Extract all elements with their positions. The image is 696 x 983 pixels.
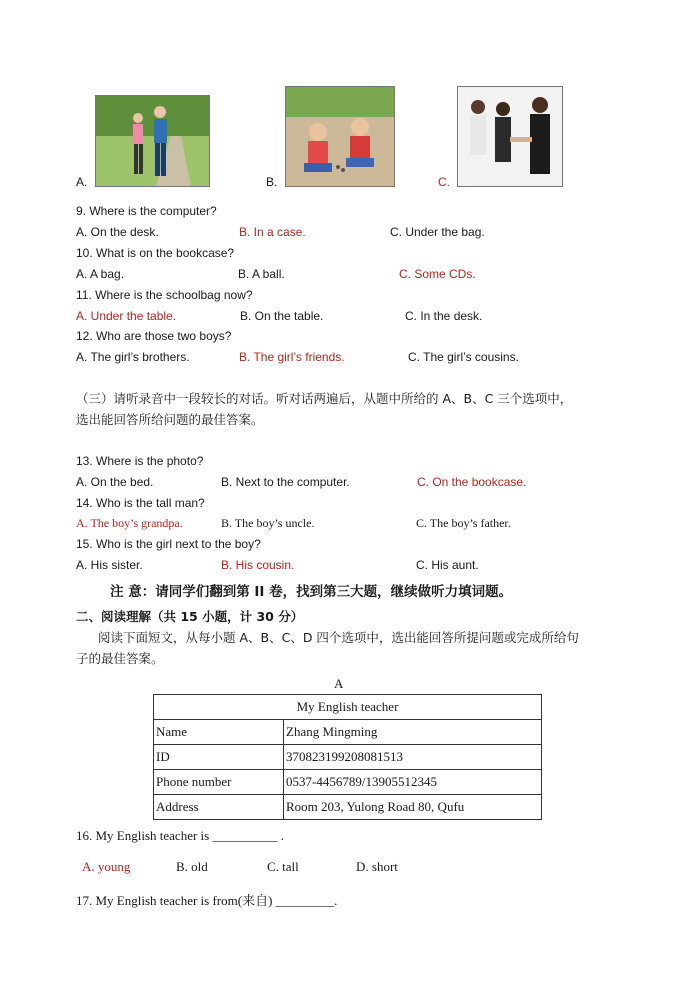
picture-b xyxy=(285,86,395,187)
running-people-image xyxy=(96,96,209,186)
q10-option-a[interactable]: A. A bag. xyxy=(76,267,125,281)
table-row xyxy=(154,720,542,745)
table-row xyxy=(154,770,542,795)
table-cell-key: Name xyxy=(154,720,284,745)
q16-option-a[interactable]: A. young xyxy=(82,859,131,874)
table-cell-key: Address xyxy=(154,795,284,820)
table-cell-value: Room 203, Yulong Road 80, Qufu xyxy=(284,795,542,820)
q11-option-b[interactable]: B. On the table. xyxy=(240,309,324,323)
reading-instruction-line1: 阅读下面短文，从每小题 A、B、C、D 四个选项中，选出能回答所提问题或完成所给句 xyxy=(98,630,579,645)
handshake-image xyxy=(458,87,562,186)
question-11: 11. Where is the schoolbag now? xyxy=(76,288,253,302)
q16-option-c[interactable]: C. tall xyxy=(267,859,299,874)
section3-instruction-line2: 选出能回答所给问题的最佳答案。 xyxy=(76,412,264,427)
question-12: 12. Who are those two boys? xyxy=(76,329,232,343)
q16-option-d[interactable]: D. short xyxy=(356,859,398,874)
q13-option-b[interactable]: B. Next to the computer. xyxy=(221,475,350,489)
table-cell-value: 370823199208081513 xyxy=(284,745,542,770)
picture-a-label: A. xyxy=(76,175,88,189)
q15-option-a[interactable]: A. His sister. xyxy=(76,558,143,572)
question-13: 13. Where is the photo? xyxy=(76,454,204,468)
table-title-row xyxy=(154,695,542,720)
q11-option-a[interactable]: A. Under the table. xyxy=(76,309,177,323)
question-17: 17. My English teacher is from(来自) _________. xyxy=(76,893,338,908)
picture-b-label: B. xyxy=(266,175,278,189)
q13-option-c[interactable]: C. On the bookcase. xyxy=(417,475,527,489)
notice-turn-page: 注 意：请同学们翻到第 II 卷，找到第三大题，继续做听力填词题。 xyxy=(110,584,513,600)
q15-option-b[interactable]: B. His cousin. xyxy=(221,558,295,572)
table-cell-key: Phone number xyxy=(154,770,284,795)
section3-instruction-line1: （三）请听录音中一段较长的对话。听对话两遍后，从题中所给的 A、B、C 三个选项中， xyxy=(76,391,573,406)
q10-option-c[interactable]: C. Some CDs. xyxy=(399,267,476,281)
picture-a xyxy=(95,95,210,187)
reading-instruction-line2: 子的最佳答案。 xyxy=(76,651,164,666)
picture-c-label: C. xyxy=(438,175,450,189)
q14-option-a[interactable]: A. The boy’s grandpa. xyxy=(76,516,183,530)
passage-letter: A xyxy=(334,676,344,691)
question-10: 10. What is on the bookcase? xyxy=(76,246,235,260)
q10-option-b[interactable]: B. A ball. xyxy=(238,267,285,281)
q15-option-c[interactable]: C. His aunt. xyxy=(416,558,479,572)
table-cell-key: ID xyxy=(154,745,284,770)
q14-option-c[interactable]: C. The boy’s father. xyxy=(416,516,511,530)
q9-option-c[interactable]: C. Under the bag. xyxy=(390,225,485,239)
reading-heading: 二、阅读理解（共 15 小题，计 30 分） xyxy=(76,609,304,624)
q9-option-a[interactable]: A. On the desk. xyxy=(76,225,159,239)
q9-option-b[interactable]: B. In a case. xyxy=(239,225,306,239)
q13-option-a[interactable]: A. On the bed. xyxy=(76,475,154,489)
table-row xyxy=(154,745,542,770)
table-cell-value: 0537-4456789/13905512345 xyxy=(284,770,542,795)
table-cell-value: Zhang Mingming xyxy=(284,720,542,745)
question-15: 15. Who is the girl next to the boy? xyxy=(76,537,261,551)
table-title: My English teacher xyxy=(154,695,542,720)
teacher-info-table xyxy=(153,694,542,820)
q12-option-c[interactable]: C. The girl’s cousins. xyxy=(408,350,519,364)
question-14: 14. Who is the tall man? xyxy=(76,496,205,510)
q12-option-a[interactable]: A. The girl’s brothers. xyxy=(76,350,190,364)
q11-option-c[interactable]: C. In the desk. xyxy=(405,309,483,323)
picture-c xyxy=(457,86,563,187)
q14-option-b[interactable]: B. The boy’s uncle. xyxy=(221,516,315,530)
q16-option-b[interactable]: B. old xyxy=(176,859,208,874)
question-9: 9. Where is the computer? xyxy=(76,204,217,218)
children-playing-image xyxy=(286,87,394,186)
table-row xyxy=(154,795,542,820)
q12-option-b[interactable]: B. The girl’s friends. xyxy=(239,350,345,364)
question-16: 16. My English teacher is __________ . xyxy=(76,828,284,843)
